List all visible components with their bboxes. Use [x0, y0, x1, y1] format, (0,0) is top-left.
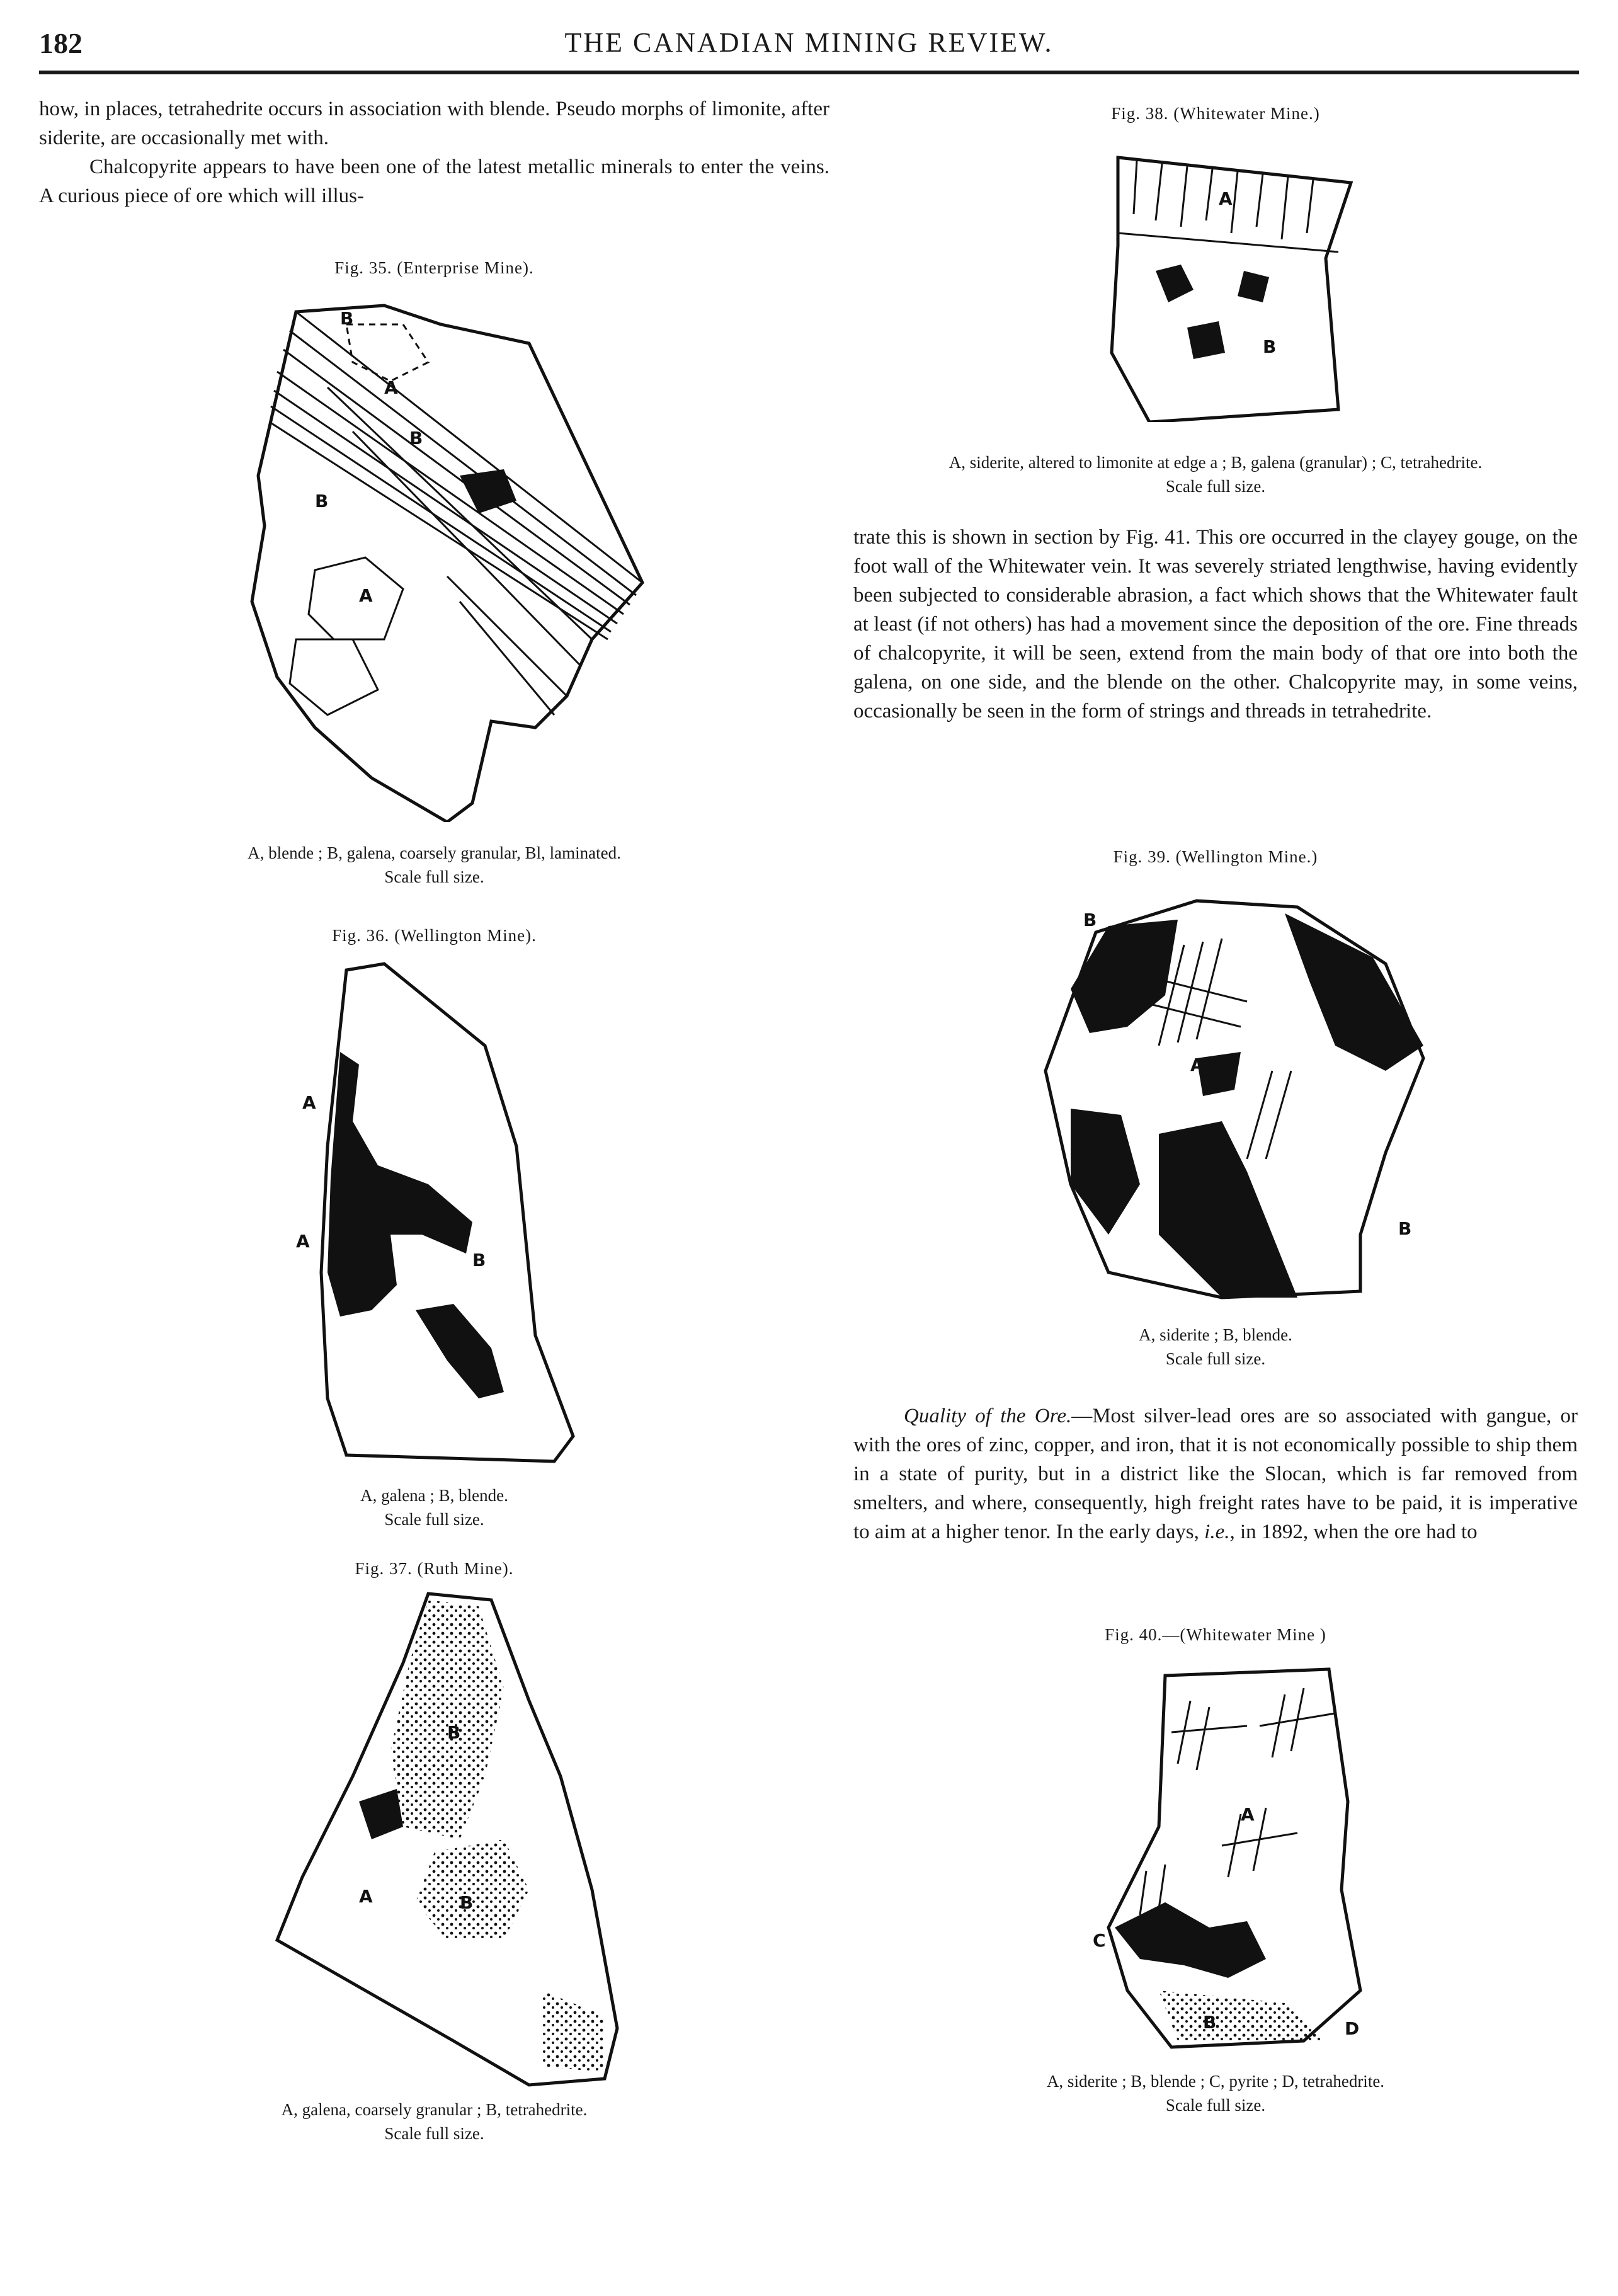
mineral-letter: B — [472, 1250, 486, 1271]
caption-scale: Scale full size. — [1165, 1349, 1266, 1368]
figure-label: Fig. 37. (Ruth Mine). — [355, 1559, 514, 1578]
mineral-letter: B — [1083, 910, 1097, 930]
mineral-letter: A — [384, 377, 398, 398]
paragraph-text: in 1892, when the ore had to — [1239, 1521, 1478, 1543]
figure-label: Fig. 40.—(Whitewater Mine ) — [1105, 1625, 1326, 1644]
figure-label: Fig. 38. (Whitewater Mine.) — [1111, 104, 1320, 123]
figure-caption — [853, 2069, 1578, 2117]
mineral-letter: D — [1345, 2018, 1360, 2039]
figure-caption — [39, 1483, 829, 1531]
mineral-letter: A — [1219, 188, 1233, 209]
figure-caption — [853, 450, 1578, 498]
mineral-letter: B — [460, 1892, 474, 1913]
page-number: 182 — [39, 27, 83, 59]
mineral-letter: B — [1398, 1218, 1412, 1239]
caption-line: A, galena, coarsely granular ; B, tetrahedrite. — [281, 2100, 588, 2119]
figure-40-drawing — [1083, 1663, 1373, 2053]
caption-line: A, blende ; B, galena, coarsely granular, Bl, laminated. — [248, 843, 621, 862]
page-header — [0, 0, 1618, 76]
mineral-letter: B — [409, 428, 423, 448]
paragraph: Chalcopyrite appears to have been one of the latest metallic minerals to enter the veins. A curious piece of ore which will illus- — [39, 156, 829, 207]
caption-scale: Scale full size. — [384, 1510, 484, 1529]
figure-35-drawing — [239, 287, 655, 822]
section-heading: Quality of the Ore. — [904, 1405, 1072, 1427]
mineral-letter: A — [359, 1886, 373, 1907]
mineral-letter: A — [485, 472, 499, 493]
right-column-text — [853, 523, 1578, 726]
paragraph: how, in places, tetrahedrite occurs in association with blende. Pseudo morphs of limonite, after siderite, are occasionally met with. — [39, 98, 829, 149]
mineral-letter: B — [447, 1722, 461, 1743]
header-rule — [39, 71, 1579, 74]
figure-38-drawing — [1099, 145, 1364, 422]
paragraph: trate this is shown in section by Fig. 41. This ore occurred in the clayey gouge, on the foot wall of the Whitewater vein. It was severely striated lengthwise, having evidently been subjected to considerable abrasion, a fact which shows that the Whitewater fault at least (if not others) has had a movement since the deposition of the ore. Fine threads of chalcopyrite, it will be seen, extend from the main body of that ore into both the galena, on one side, and the blende on the other. Chalcopyrite may, in some veins, occasionally be seen in the form of strings and threads in tetrahedrite. — [853, 526, 1578, 722]
mineral-letter: B — [340, 308, 354, 329]
quality-paragraph — [853, 1402, 1578, 1546]
caption-scale: Scale full size. — [1165, 477, 1266, 496]
caption-scale: Scale full size. — [384, 867, 484, 886]
paragraph-text: —Most silver-lead ores are so associated with gangue, or with the ores of zinc, copper, and iron, that it is not economically possible to ship them in a state of purity, but in a district like the Slocan, which is far removed from smelters, and where, consequently, high freight rates have to be paid, it is imperative to aim at a higher tenor. In the early days, — [853, 1405, 1578, 1543]
mineral-letter: B — [1203, 2012, 1217, 2033]
figure-label: Fig. 39. (Wellington Mine.) — [1113, 847, 1318, 866]
figure-39-drawing — [1033, 882, 1436, 1310]
figure-label: Fig. 36. (Wellington Mine). — [332, 926, 537, 945]
mineral-letter: A — [359, 585, 373, 606]
abbreviation: i.e., — [1204, 1521, 1235, 1543]
mineral-letter: A — [1190, 1054, 1204, 1075]
figure-caption — [39, 841, 829, 889]
caption-line: A, galena ; B, blende. — [360, 1486, 508, 1505]
mineral-letter: C — [1093, 1930, 1106, 1951]
caption-line: A, siderite ; B, blende. — [1139, 1325, 1292, 1344]
caption-line: A, siderite, altered to limonite at edge a ; B, galena (granular) ; C, tetrahedrite. — [949, 453, 1483, 472]
caption-line: A, siderite ; B, blende ; C, pyrite ; D, tetrahedrite. — [1046, 2072, 1385, 2091]
mineral-letter: A — [1241, 1804, 1255, 1825]
figure-caption — [39, 2098, 829, 2145]
figure-36-drawing — [283, 957, 611, 1480]
figure-label: Fig. 35. (Enterprise Mine). — [334, 258, 534, 277]
figure-37-drawing — [265, 1587, 630, 2091]
caption-scale: Scale full size. — [1165, 2096, 1266, 2115]
figure-caption — [853, 1323, 1578, 1371]
mineral-letter: B — [315, 491, 329, 511]
caption-scale: Scale full size. — [384, 2124, 484, 2143]
mineral-letter: A — [302, 1092, 316, 1113]
mineral-letter: A — [296, 1231, 310, 1252]
mineral-letter: B — [1263, 336, 1277, 357]
journal-title: THE CANADIAN MINING REVIEW. — [564, 27, 1054, 58]
left-column-text — [39, 94, 829, 210]
